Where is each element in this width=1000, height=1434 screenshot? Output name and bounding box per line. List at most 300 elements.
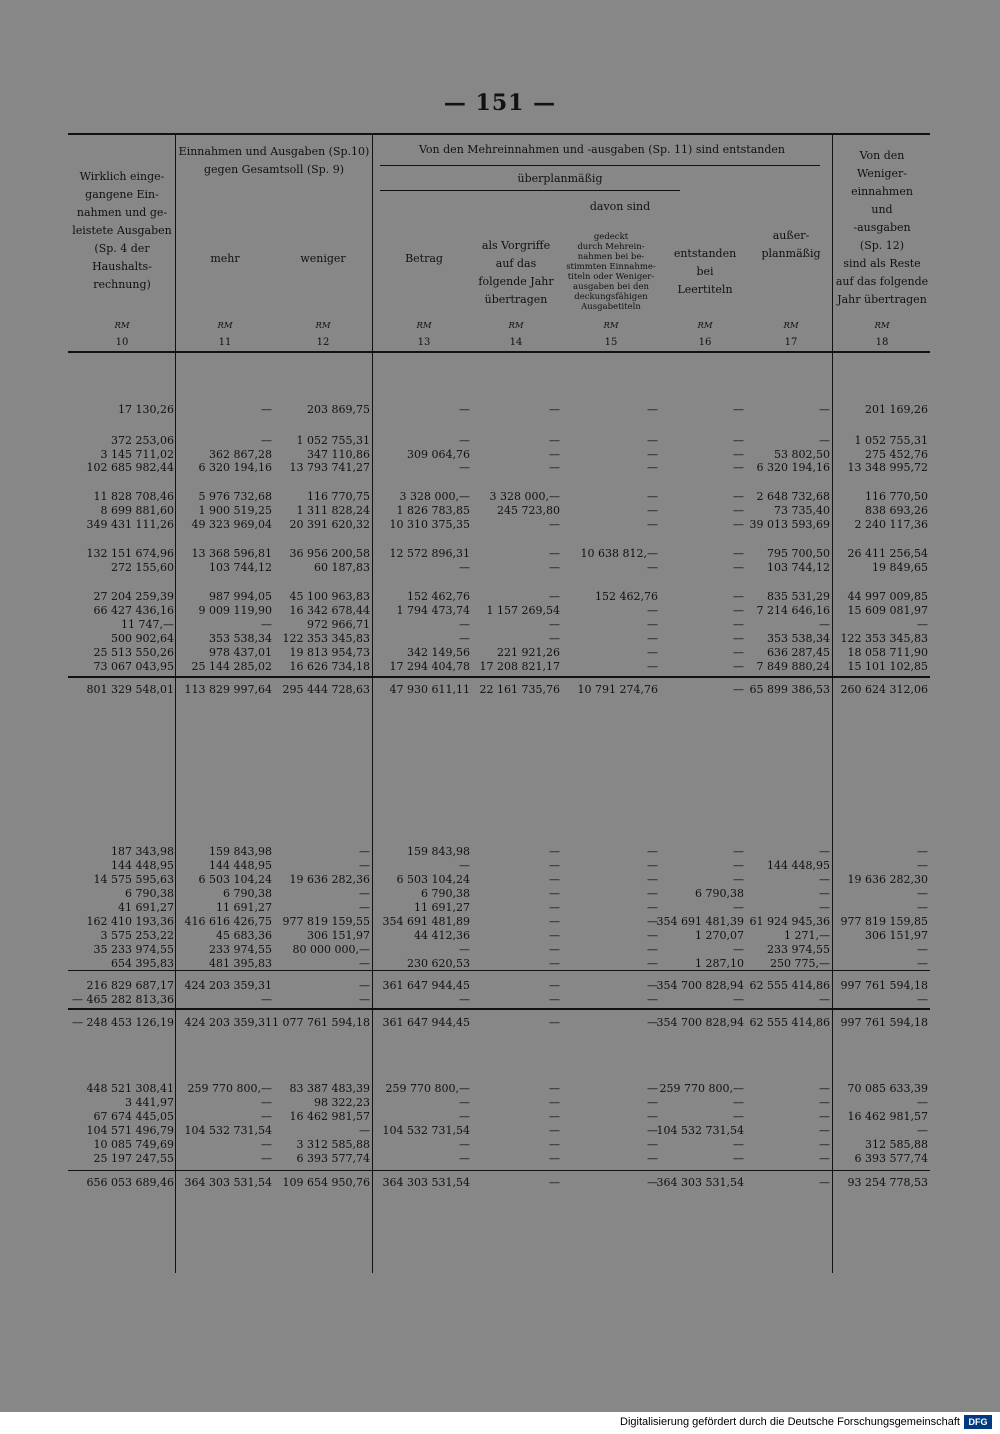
table-cell-c15: — (647, 993, 658, 1006)
table-cell-c12: 83 387 483,39 (289, 1082, 370, 1095)
table-cell-c18: 93 254 778,53 (847, 1176, 928, 1189)
table-cell-c14: — (549, 561, 560, 574)
table-cell-c17: 73 735,40 (774, 504, 830, 517)
table-cell-c14: 245 723,80 (497, 504, 560, 517)
table-cell-c16: — (733, 618, 744, 631)
table-cell-c13: 11 691,27 (414, 901, 470, 914)
table-cell-c18: 18 058 711,90 (847, 646, 928, 659)
table-cell-c15: — (647, 448, 658, 461)
table-cell-c15: — (647, 1124, 658, 1137)
table-cell-c10: 216 829 687,17 (86, 979, 174, 992)
table-row (68, 547, 930, 560)
table-cell-c12: 122 353 345,83 (282, 632, 370, 645)
column-number: 18 (875, 337, 889, 348)
table-cell-c13: — (459, 859, 470, 872)
table-cell-c11: 9 009 119,90 (198, 604, 272, 617)
header-col13: Betrag (405, 252, 443, 265)
table-cell-c13: — (459, 1152, 470, 1165)
sum-rule (68, 676, 930, 678)
table-cell-c13: — (459, 1138, 470, 1151)
footer (0, 1412, 1000, 1434)
table-cell-c16: — (733, 590, 744, 603)
unit-label: RM (114, 321, 130, 331)
table-cell-c14: — (549, 547, 560, 560)
page-number: — 151 — (443, 90, 557, 116)
table-cell-c12: — (359, 993, 370, 1006)
table-cell-c10: 104 571 496,79 (86, 1124, 174, 1137)
table-cell-c12: — (359, 887, 370, 900)
table-cell-c11: — (261, 618, 272, 631)
table-cell-c10: 448 521 308,41 (86, 1082, 174, 1095)
table-cell-c16: — (733, 547, 744, 560)
header-col17: außer- planmäßig (761, 229, 821, 260)
unit-label: RM (874, 321, 890, 331)
table-row (68, 993, 930, 1006)
table-cell-c12: 1 311 828,24 (296, 504, 370, 517)
table-cell-c14: — (549, 1124, 560, 1137)
table-cell-c15: — (647, 979, 658, 992)
table-cell-c17: 835 531,29 (767, 590, 830, 603)
table-row (68, 1138, 930, 1151)
table-cell-c17: 103 744,12 (767, 561, 830, 574)
table-cell-c17: — (819, 993, 830, 1006)
table-row (68, 859, 930, 872)
table-cell-c17: 39 013 593,69 (749, 518, 830, 531)
table-cell-c12: 19 636 282,36 (289, 873, 370, 886)
table-row (68, 646, 930, 659)
table-cell-c18: 15 609 081,97 (847, 604, 928, 617)
table-cell-c13: 47 930 611,11 (389, 683, 470, 696)
table-cell-c17: 1 271,— (784, 929, 830, 942)
table-cell-c11: 25 144 285,02 (191, 660, 272, 673)
table-cell-c11: 364 303 531,54 (184, 1176, 272, 1189)
table-cell-c16: — (733, 845, 744, 858)
table-cell-c18: — (917, 859, 928, 872)
table-cell-c11: 11 691,27 (216, 901, 272, 914)
table-cell-c10: 17 130,26 (118, 403, 174, 416)
table-cell-c18: — (917, 901, 928, 914)
table-cell-c10: 41 691,27 (118, 901, 174, 914)
header-col15: gedeckt durch Mehrein- nahmen bei be- stimmten Einnahme- titeln oder Weniger- ausgaben bei den deckungsfähigen Ausgabetiteln (566, 232, 656, 312)
table-cell-c11: 13 368 596,81 (191, 547, 272, 560)
table-cell-c12: 1 077 761 594,18 (272, 1016, 370, 1029)
table-cell-c15: — (647, 660, 658, 673)
column-number: 13 (417, 337, 431, 348)
table-cell-c11: — (261, 1096, 272, 1109)
table-cell-c13: 152 462,76 (407, 590, 470, 603)
table-cell-c18: 977 819 159,85 (840, 915, 928, 928)
table-cell-c15: 152 462,76 (595, 590, 658, 603)
table-cell-c12: 295 444 728,63 (282, 683, 370, 696)
table-cell-c10: 272 155,60 (111, 561, 174, 574)
table-cell-c14: 22 161 735,76 (479, 683, 560, 696)
table-cell-c10: 187 343,98 (111, 845, 174, 858)
table-cell-c10: 144 448,95 (111, 859, 174, 872)
dfg-logo: DFG (964, 1415, 992, 1429)
table-cell-c18: — (917, 845, 928, 858)
table-cell-c14: — (549, 1138, 560, 1151)
table-cell-c11: 481 395,83 (209, 957, 272, 970)
table-cell-c18: — (917, 957, 928, 970)
unit-label: RM (603, 321, 619, 331)
table-cell-c10: 10 085 749,69 (93, 1138, 174, 1151)
table-row (68, 660, 930, 673)
table-cell-c12: 109 654 950,76 (282, 1176, 370, 1189)
table-cell-c18: 275 452,76 (865, 448, 928, 461)
table-cell-c10: 102 685 982,44 (86, 461, 174, 474)
table-row (68, 1152, 930, 1165)
table-cell-c18: — (917, 1124, 928, 1137)
table-row (68, 845, 930, 858)
table-cell-c13: 3 328 000,— (399, 490, 470, 503)
table-cell-c14: — (549, 859, 560, 872)
table-cell-c11: 233 974,55 (209, 943, 272, 956)
table-cell-c17: 62 555 414,86 (749, 1016, 830, 1029)
table-cell-c17: — (819, 1138, 830, 1151)
table-cell-c10: 35 233 974,55 (93, 943, 174, 956)
table-cell-c11: 45 683,36 (216, 929, 272, 942)
header-subrule (380, 165, 820, 166)
unit-label: RM (783, 321, 799, 331)
table-cell-c17: — (819, 618, 830, 631)
table-row (68, 461, 930, 474)
table-cell-c10: 67 674 445,05 (93, 1110, 174, 1123)
table-cell-c12: 1 052 755,31 (296, 434, 370, 447)
table-cell-c18: 201 169,26 (865, 403, 928, 416)
table-cell-c16: — (733, 660, 744, 673)
table-cell-c17: 353 538,34 (767, 632, 830, 645)
footer-text: Digitalisierung gefördert durch die Deutsche Forschungsgemeinschaft (620, 1416, 960, 1428)
unit-label: RM (697, 321, 713, 331)
table-cell-c17: — (819, 1176, 830, 1189)
table-cell-c18: 19 636 282,30 (847, 873, 928, 886)
table-cell-c13: 230 620,53 (407, 957, 470, 970)
table-cell-c11: — (261, 434, 272, 447)
table-cell-c15: — (647, 1138, 658, 1151)
table-cell-c14: — (549, 943, 560, 956)
table-cell-c15: — (647, 845, 658, 858)
table-cell-c13: — (459, 618, 470, 631)
header-col12: weniger (300, 252, 346, 265)
table-cell-c15: — (647, 403, 658, 416)
table-cell-c18: 70 085 633,39 (847, 1082, 928, 1095)
table-cell-c16: — (733, 683, 744, 696)
table-cell-c11: 1 900 519,25 (198, 504, 272, 517)
table-cell-c13: — (459, 434, 470, 447)
column-number: 16 (698, 337, 712, 348)
table-cell-c11: 362 867,28 (209, 448, 272, 461)
table-cell-c15: — (647, 604, 658, 617)
column-number: 14 (509, 337, 523, 348)
table-cell-c11: 353 538,34 (209, 632, 272, 645)
table-cell-c12: 98 322,23 (314, 1096, 370, 1109)
table-row (68, 1082, 930, 1095)
table-cell-c15: — (647, 1016, 658, 1029)
table-cell-c13: 159 843,98 (407, 845, 470, 858)
table-cell-c10: 801 329 548,01 (86, 683, 174, 696)
table-cell-c12: — (359, 979, 370, 992)
table-cell-c10: 3 441,97 (125, 1096, 174, 1109)
header-ueberplanmaessig: überplanmäßig (517, 172, 603, 185)
table-cell-c10: 3 145 711,02 (100, 448, 174, 461)
header-col16: entstanden bei Leertiteln (673, 247, 737, 296)
table-top-rule (68, 133, 930, 135)
table-cell-c15: — (647, 1110, 658, 1123)
table-cell-c18: 306 151,97 (865, 929, 928, 942)
table-cell-c10: — 248 453 126,19 (72, 1016, 174, 1029)
table-cell-c14: — (549, 403, 560, 416)
table-cell-c16: — (733, 490, 744, 503)
table-cell-c16: — (733, 604, 744, 617)
table-cell-c11: 987 994,05 (209, 590, 272, 603)
table-cell-c15: — (647, 929, 658, 942)
table-cell-c16: — (733, 461, 744, 474)
table-row (68, 1096, 930, 1109)
table-cell-c11: — (261, 1138, 272, 1151)
table-cell-c17: 233 974,55 (767, 943, 830, 956)
table-cell-c18: 26 411 256,54 (847, 547, 928, 560)
table-row (68, 490, 930, 503)
table-cell-c11: 416 616 426,75 (184, 915, 272, 928)
table-cell-c18: 6 393 577,74 (854, 1152, 928, 1165)
table-cell-c15: — (647, 1176, 658, 1189)
header-subrule (380, 190, 680, 191)
table-row (68, 604, 930, 617)
table-cell-c14: 17 208 821,17 (479, 660, 560, 673)
table-cell-c10: 66 427 436,16 (93, 604, 174, 617)
table-cell-c12: 3 312 585,88 (296, 1138, 370, 1151)
table-cell-c14: — (549, 1176, 560, 1189)
table-cell-c10: 3 575 253,22 (100, 929, 174, 942)
table-cell-c11: 6 503 104,24 (198, 873, 272, 886)
table-row (68, 943, 930, 956)
table-cell-c16: — (733, 901, 744, 914)
table-cell-c15: 10 791 274,76 (577, 683, 658, 696)
table-cell-c12: 116 770,75 (307, 490, 370, 503)
table-cell-c18: 2 240 117,36 (854, 518, 928, 531)
table-cell-c12: — (359, 859, 370, 872)
table-cell-c17: 7 849 880,24 (756, 660, 830, 673)
table-cell-c17: 65 899 386,53 (749, 683, 830, 696)
table-row (68, 618, 930, 631)
table-cell-c10: 372 253,06 (111, 434, 174, 447)
table-cell-c17: 250 775,— (770, 957, 830, 970)
column-number: 12 (316, 337, 330, 348)
table-cell-c12: 306 151,97 (307, 929, 370, 942)
table-cell-c10: 654 395,83 (111, 957, 174, 970)
table-cell-c11: — (261, 403, 272, 416)
table-cell-c15: — (647, 561, 658, 574)
table-cell-c18: 15 101 102,85 (847, 660, 928, 673)
table-cell-c16: — (733, 632, 744, 645)
table-cell-c18: 122 353 345,83 (840, 632, 928, 645)
table-cell-c18: 13 348 995,72 (847, 461, 928, 474)
table-cell-c12: 36 956 200,58 (289, 547, 370, 560)
table-cell-c17: — (819, 845, 830, 858)
table-cell-c11: 104 532 731,54 (184, 1124, 272, 1137)
table-cell-c15: — (647, 618, 658, 631)
table-cell-c13: 44 412,36 (414, 929, 470, 942)
table-cell-c13: 17 294 404,78 (389, 660, 470, 673)
table-row (68, 518, 930, 531)
table-row (68, 434, 930, 447)
table-row (68, 632, 930, 645)
table-cell-c17: — (819, 434, 830, 447)
table-cell-c15: — (647, 1152, 658, 1165)
table-cell-c16: 354 691 481,39 (656, 915, 744, 928)
table-cell-c14: — (549, 618, 560, 631)
table-cell-c12: — (359, 845, 370, 858)
table-cell-c12: 6 393 577,74 (296, 1152, 370, 1165)
table-cell-c17: — (819, 873, 830, 886)
table-cell-c13: 6 790,38 (421, 887, 470, 900)
table-cell-c18: 260 624 312,06 (840, 683, 928, 696)
table-cell-c13: 361 647 944,45 (382, 979, 470, 992)
table-cell-c12: 203 869,75 (307, 403, 370, 416)
table-cell-c16: — (733, 448, 744, 461)
header-col10: Wirklich einge- gangene Ein- nahmen und ge- leistete Ausgaben (Sp. 4 der Haushalts- rechnung) (72, 170, 172, 291)
table-cell-c16: 364 303 531,54 (656, 1176, 744, 1189)
table-row (68, 873, 930, 886)
table-cell-c15: — (647, 957, 658, 970)
column-number: 17 (784, 337, 798, 348)
table-cell-c15: — (647, 461, 658, 474)
table-row (68, 1016, 930, 1029)
table-cell-c11: 159 843,98 (209, 845, 272, 858)
table-cell-c14: — (549, 901, 560, 914)
table-cell-c17: — (819, 403, 830, 416)
table-cell-c13: 1 794 473,74 (396, 604, 470, 617)
table-row (68, 979, 930, 992)
table-cell-c17: 2 648 732,68 (756, 490, 830, 503)
table-row (68, 1124, 930, 1137)
table-cell-c14: — (549, 1110, 560, 1123)
table-cell-c16: — (733, 518, 744, 531)
table-row (68, 901, 930, 914)
table-cell-c10: 349 431 111,26 (86, 518, 174, 531)
table-cell-c12: 45 100 963,83 (289, 590, 370, 603)
table-row (68, 1176, 930, 1189)
table-cell-c11: 103 744,12 (209, 561, 272, 574)
table-cell-c17: 144 448,95 (767, 859, 830, 872)
table-cell-c11: — (261, 1152, 272, 1165)
table-cell-c14: — (549, 845, 560, 858)
table-cell-c13: 364 303 531,54 (382, 1176, 470, 1189)
table-cell-c18: — (917, 943, 928, 956)
table-cell-c16: — (733, 859, 744, 872)
table-cell-c13: 12 572 896,31 (389, 547, 470, 560)
table-row (68, 561, 930, 574)
table-cell-c11: — (261, 993, 272, 1006)
table-cell-c16: — (733, 1138, 744, 1151)
sum-rule (68, 1008, 930, 1010)
table-cell-c13: — (459, 461, 470, 474)
table-cell-c16: 104 532 731,54 (656, 1124, 744, 1137)
table-cell-c16: — (733, 1110, 744, 1123)
table-cell-c17: — (819, 1124, 830, 1137)
table-cell-c17: 636 287,45 (767, 646, 830, 659)
table-cell-c14: — (549, 1082, 560, 1095)
table-cell-c11: — (261, 1110, 272, 1123)
table-cell-c14: — (549, 590, 560, 603)
table-cell-c15: — (647, 901, 658, 914)
table-cell-c17: 53 802,50 (774, 448, 830, 461)
table-cell-c16: — (733, 646, 744, 659)
table-cell-c16: — (733, 434, 744, 447)
table-row (68, 957, 930, 970)
table-cell-c15: 10 638 812,— (580, 547, 658, 560)
table-cell-c18: 312 585,88 (865, 1138, 928, 1151)
table-row (68, 1110, 930, 1123)
table-cell-c17: 795 700,50 (767, 547, 830, 560)
header-group-11-12: Einnahmen und Ausgaben (Sp.10) gegen Gesamtsoll (Sp. 9) (178, 145, 370, 176)
table-cell-c11: 144 448,95 (209, 859, 272, 872)
table-cell-c16: — (733, 1096, 744, 1109)
table-cell-c18: — (917, 1096, 928, 1109)
table-row (68, 887, 930, 900)
table-cell-c13: 342 149,56 (407, 646, 470, 659)
table-cell-c16: — (733, 873, 744, 886)
table-cell-c13: — (459, 1096, 470, 1109)
table-cell-c16: 259 770 800,— (659, 1082, 744, 1095)
table-cell-c13: — (459, 561, 470, 574)
table-cell-c15: — (647, 887, 658, 900)
table-cell-c13: 6 503 104,24 (396, 873, 470, 886)
table-cell-c15: — (647, 490, 658, 503)
table-cell-c10: 656 053 689,46 (86, 1176, 174, 1189)
table-cell-c14: — (549, 887, 560, 900)
table-cell-c16: — (733, 504, 744, 517)
table-cell-c10: 11 747,— (121, 618, 174, 631)
table-cell-c17: — (819, 887, 830, 900)
header-col11: mehr (210, 252, 240, 265)
table-cell-c10: — 465 282 813,36 (72, 993, 174, 1006)
table-cell-c10: 162 410 193,36 (86, 915, 174, 928)
table-cell-c13: — (459, 1110, 470, 1123)
table-cell-c15: — (647, 859, 658, 872)
table-cell-c14: — (549, 957, 560, 970)
table-cell-c18: 997 761 594,18 (840, 1016, 928, 1029)
unit-label: RM (508, 321, 524, 331)
table-cell-c17: — (819, 1082, 830, 1095)
table-cell-c12: 16 626 734,18 (289, 660, 370, 673)
table-cell-c10: 11 828 708,46 (93, 490, 174, 503)
table-cell-c15: — (647, 873, 658, 886)
table-cell-c16: — (733, 1152, 744, 1165)
table-cell-c15: — (647, 646, 658, 659)
column-number: 10 (115, 337, 129, 348)
table-cell-c13: — (459, 403, 470, 416)
table-cell-c12: 20 391 620,32 (289, 518, 370, 531)
table-cell-c18: 1 052 755,31 (854, 434, 928, 447)
table-cell-c15: — (647, 504, 658, 517)
table-cell-c14: — (549, 1096, 560, 1109)
table-cell-c18: 116 770,50 (865, 490, 928, 503)
table-cell-c11: 49 323 969,04 (191, 518, 272, 531)
table-cell-c18: 19 849,65 (872, 561, 928, 574)
table-cell-c18: 44 997 009,85 (847, 590, 928, 603)
table-cell-c12: 13 793 741,27 (289, 461, 370, 474)
table-cell-c17: 62 555 414,86 (749, 979, 830, 992)
table-cell-c13: 104 532 731,54 (382, 1124, 470, 1137)
table-cell-c10: 27 204 259,39 (93, 590, 174, 603)
table-cell-c14: — (549, 873, 560, 886)
table-cell-c14: — (549, 632, 560, 645)
table-cell-c18: 16 462 981,57 (847, 1110, 928, 1123)
table-cell-c13: 1 826 783,85 (396, 504, 470, 517)
table-cell-c12: 16 462 981,57 (289, 1110, 370, 1123)
table-cell-c14: — (549, 979, 560, 992)
